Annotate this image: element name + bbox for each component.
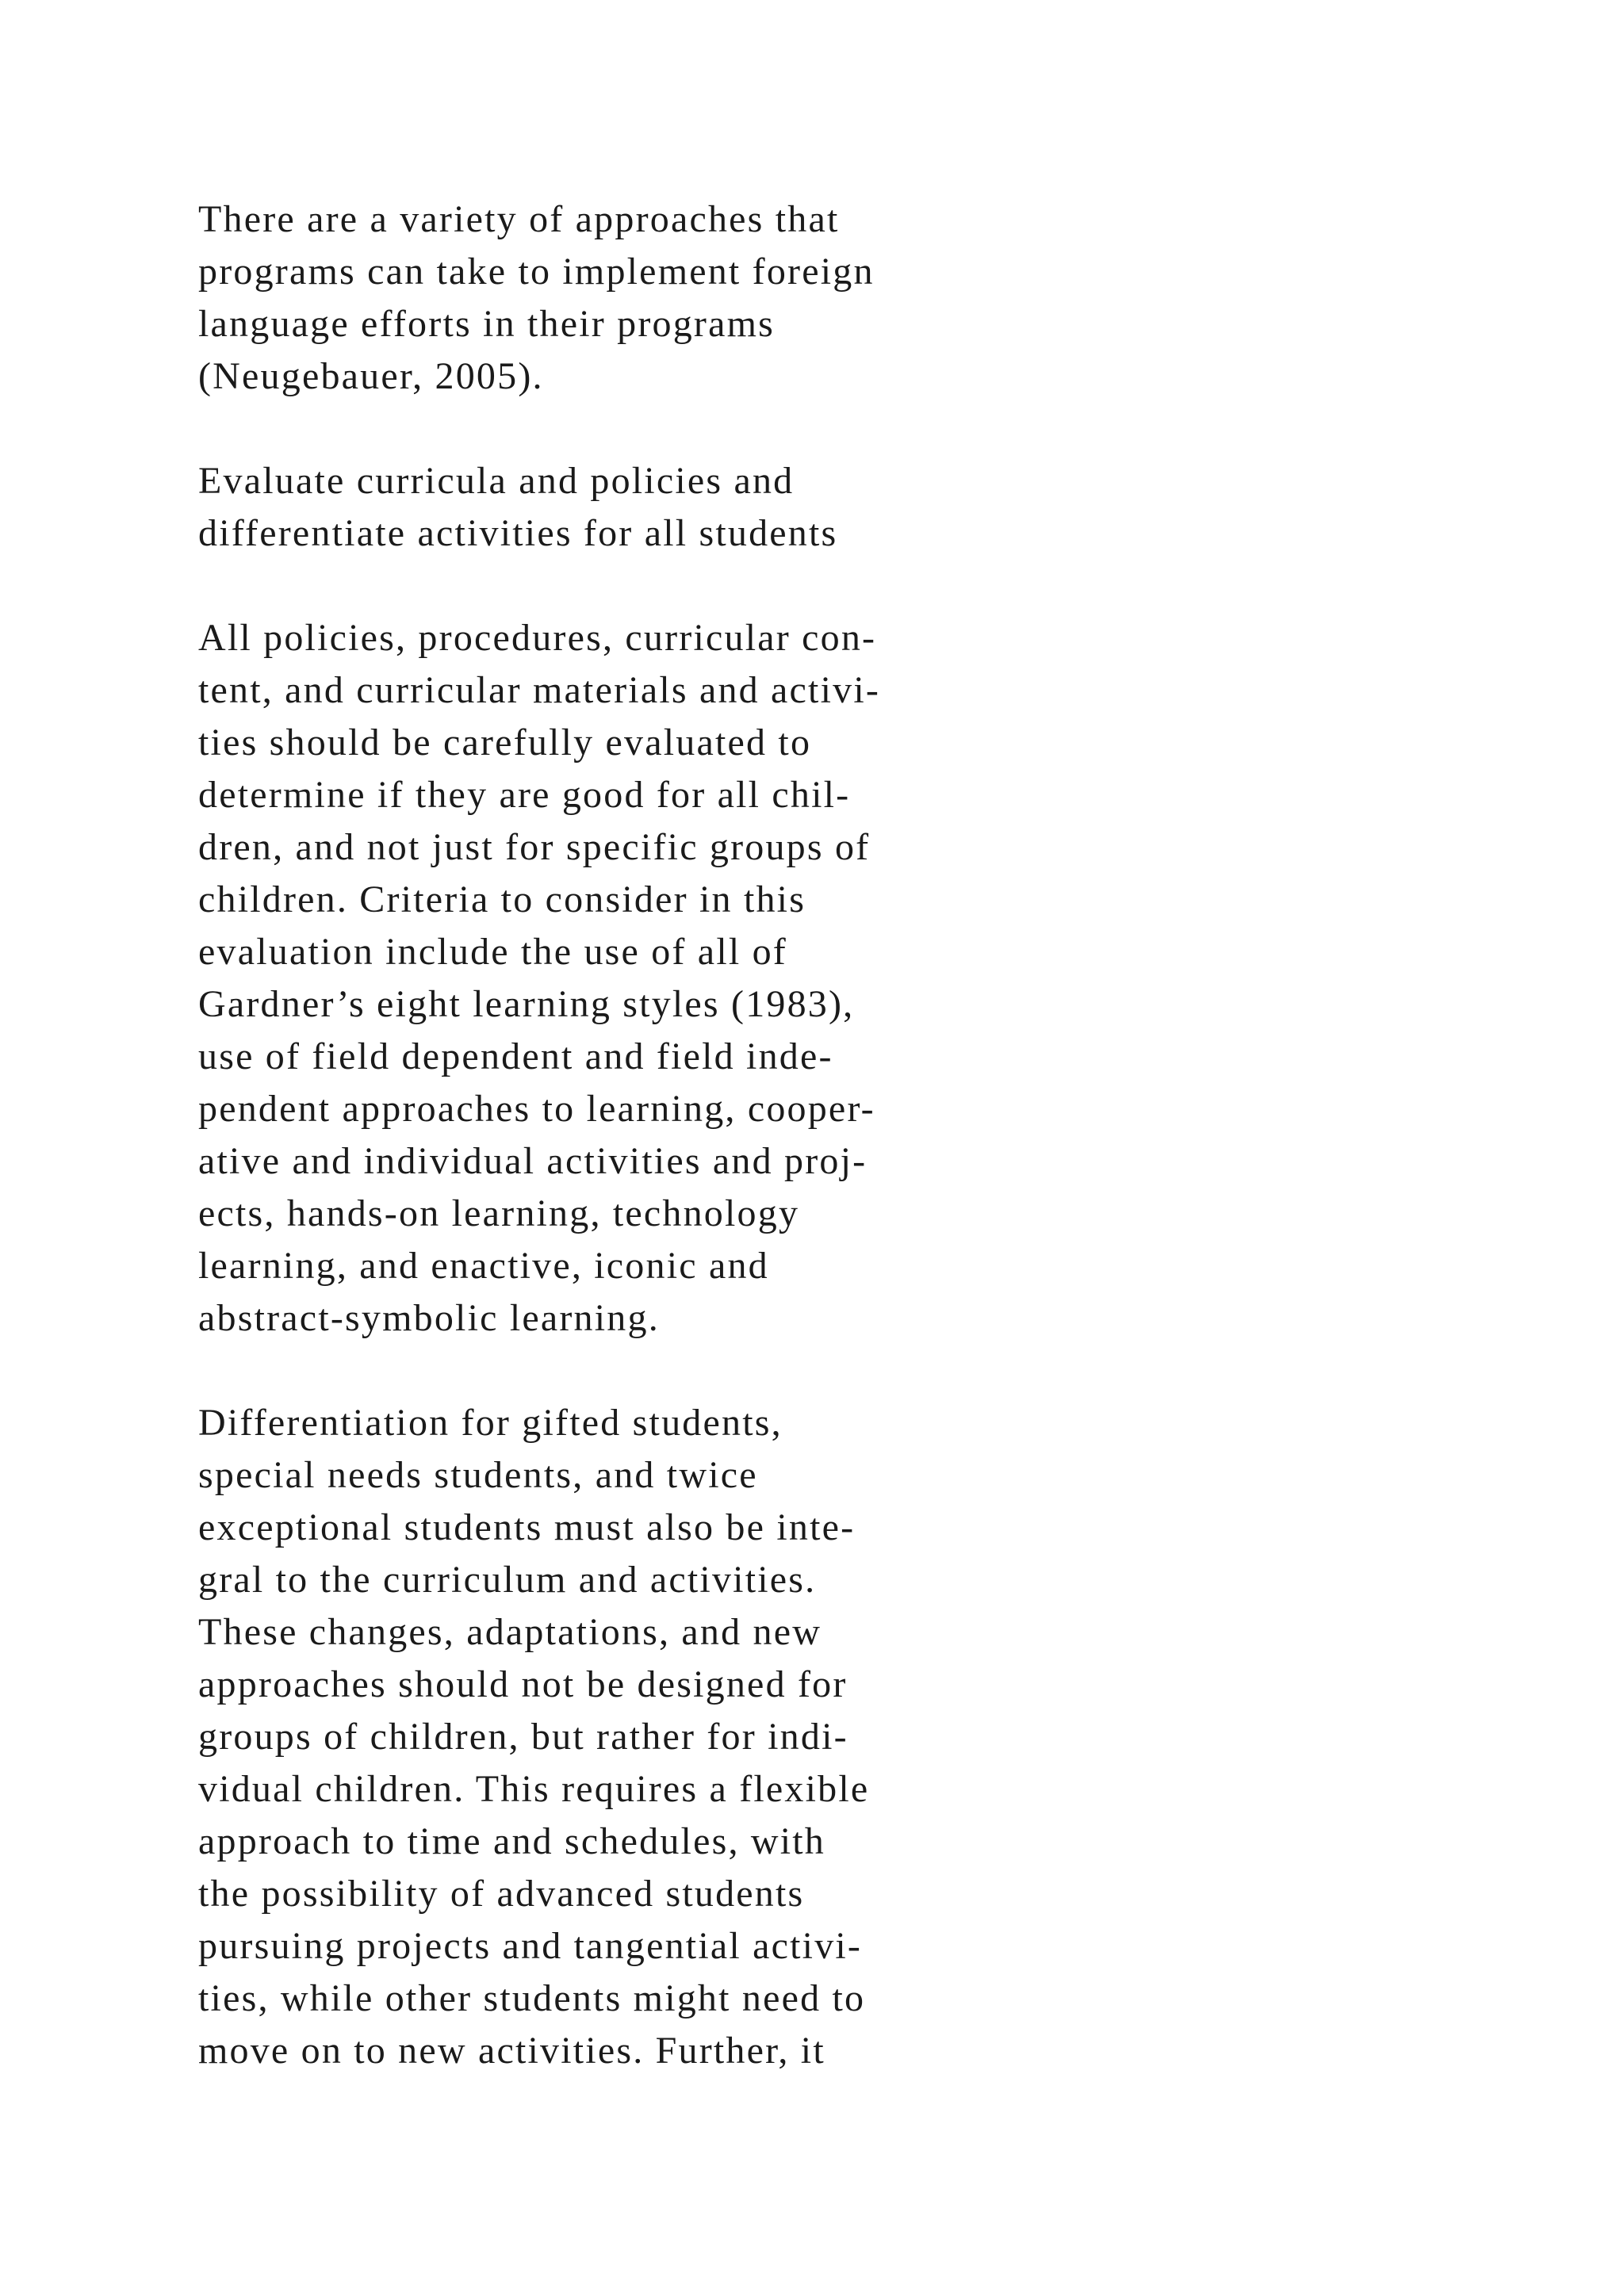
text-line: approach to time and schedules, with [198, 1820, 825, 1862]
text-line: determine if they are good for all chil- [198, 774, 851, 816]
text-line: Evaluate curricula and policies and [198, 460, 795, 502]
text-line: vidual children. This requires a flexible [198, 1768, 870, 1810]
text-line: dren, and not just for specific groups of [198, 826, 871, 868]
text-line: approaches should not be designed for [198, 1663, 848, 1705]
text-line: Gardner’s eight learning styles (1983), [198, 983, 855, 1025]
text-line: groups of children, but rather for indi- [198, 1716, 848, 1758]
paragraph-2 [198, 612, 1071, 1345]
text-line: All policies, procedures, curricular con- [198, 617, 877, 659]
text-line: ties, while other students might need to [198, 1977, 866, 2019]
text-line: There are a variety of approaches that [198, 198, 840, 240]
text-line: special needs students, and twice [198, 1454, 758, 1496]
text-line: pursuing projects and tangential activi- [198, 1925, 863, 1967]
body-text [198, 193, 1071, 2130]
text-line: Differentiation for gifted students, [198, 1402, 783, 1444]
paragraph-3 [198, 1397, 1071, 2077]
paragraph-1 [198, 193, 1071, 403]
text-line: evaluation include the use of all of [198, 931, 787, 973]
text-line: ties should be carefully evaluated to [198, 721, 812, 763]
text-line: the possibility of advanced students [198, 1873, 805, 1915]
text-line: use of field dependent and field inde- [198, 1035, 833, 1077]
text-line: children. Criteria to consider in this [198, 878, 806, 920]
text-line: pendent approaches to learning, cooper- [198, 1088, 875, 1130]
text-line: tent, and curricular materials and activi- [198, 669, 881, 711]
text-line: These changes, adaptations, and new [198, 1611, 822, 1653]
text-line: exceptional students must also be inte- [198, 1506, 856, 1548]
text-line: programs can take to implement foreign [198, 251, 875, 293]
section-heading [198, 455, 1071, 560]
text-line: move on to new activities. Further, it [198, 2030, 825, 2072]
text-line: (Neugebauer, 2005). [198, 355, 544, 397]
text-line: ects, hands-on learning, technology [198, 1192, 800, 1234]
text-line: learning, and enactive, iconic and [198, 1245, 769, 1287]
text-line: ative and individual activities and proj- [198, 1140, 868, 1182]
text-line: abstract-symbolic learning. [198, 1297, 660, 1339]
text-line: language efforts in their programs [198, 303, 776, 345]
text-line: gral to the curriculum and activities. [198, 1559, 817, 1601]
text-line: differentiate activities for all students [198, 512, 838, 554]
